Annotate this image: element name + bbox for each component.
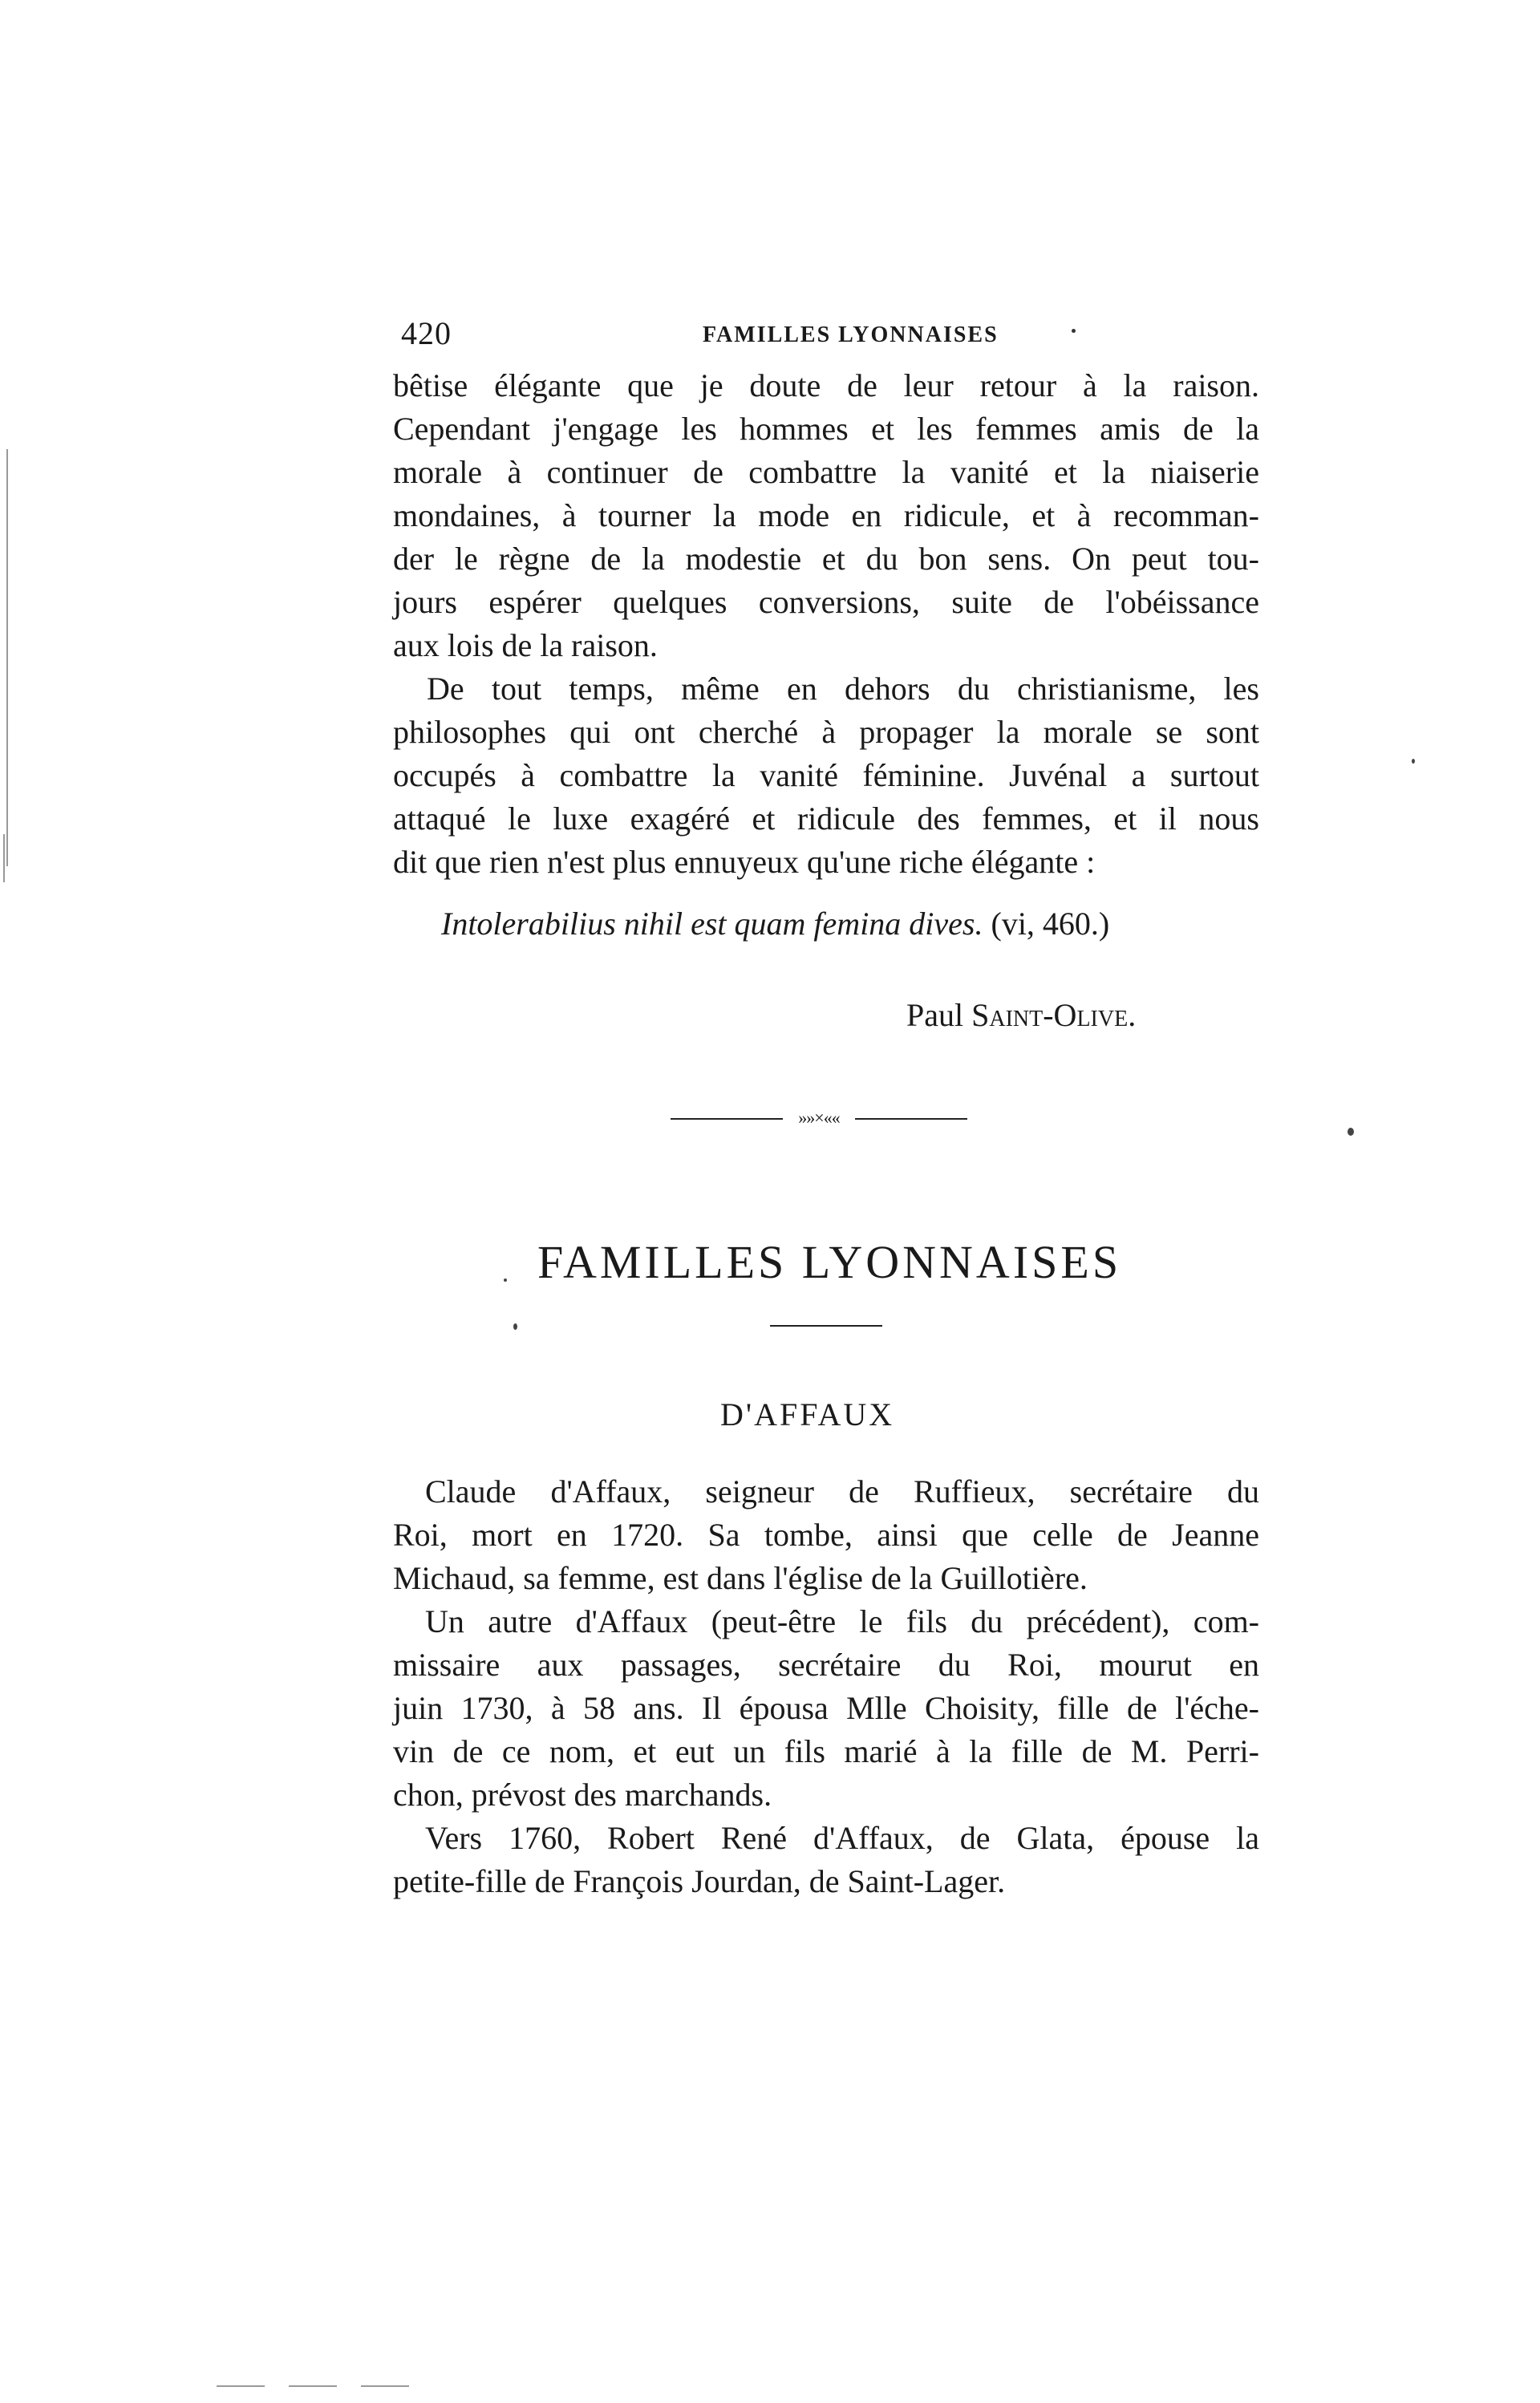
margin-mark — [3, 834, 5, 882]
body-line: aux lois de la raison. — [393, 627, 658, 663]
author-signature — [906, 996, 1136, 1034]
latin-quotation — [441, 905, 1109, 942]
body-line: De tout temps, même en dehors du christianisme, les — [427, 671, 1259, 707]
body-line: Cependant j'engage les hommes et les femmes amis de la — [393, 411, 1259, 447]
title-rule — [770, 1325, 882, 1327]
ink-speck — [1412, 759, 1415, 764]
body-line: mondaines, à tourner la mode en ridicule, et à recomman- — [393, 497, 1259, 533]
body-line: Claude d'Affaux, seigneur de Ruffieux, secrétaire du — [425, 1473, 1259, 1509]
body-line: Un autre d'Affaux (peut-être le fils du précédent), com- — [425, 1603, 1259, 1639]
ornamental-divider — [671, 1104, 967, 1128]
divider-rule-right — [855, 1118, 967, 1120]
ink-speck — [504, 1278, 507, 1282]
body-line: philosophes qui ont cherché à propager la morale se sont — [393, 714, 1259, 750]
quotation-text: Intolerabilius nihil est quam femina dives. — [441, 906, 983, 942]
body-line: missaire aux passages, secrétaire du Roi, mourut en — [393, 1647, 1259, 1683]
section-title: FAMILLES LYONNAISES — [537, 1236, 1122, 1288]
body-line: occupés à combattre la vanité féminine. Juvénal a surtout — [393, 757, 1259, 793]
head-dot-mark — [1072, 329, 1076, 333]
subsection-title: D'AFFAUX — [720, 1396, 895, 1432]
body-line: Michaud, sa femme, est dans l'église de la Guillotière. — [393, 1560, 1088, 1596]
body-line: bêtise élégante que je doute de leur retour à la raison. — [393, 367, 1259, 403]
body-line: morale à continuer de combattre la vanité et la niaiserie — [393, 454, 1259, 490]
body-line: attaqué le luxe exagéré et ridicule des femmes, et il nous — [393, 800, 1259, 837]
running-head — [401, 314, 1267, 355]
body-line: juin 1730, à 58 ans. Il épousa Mlle Choisity, fille de l'éche- — [393, 1690, 1259, 1726]
divider-rule-left — [671, 1118, 783, 1120]
body-line: der le règne de la modestie et du bon sens. On peut tou- — [393, 541, 1259, 577]
body-line: Roi, mort en 1720. Sa tombe, ainsi que celle de Jeanne — [393, 1517, 1259, 1553]
body-line: chon, prévost des marchands. — [393, 1777, 772, 1813]
ink-speck — [513, 1323, 517, 1330]
body-line: vin de ce nom, et eut un fils marié à la fille de M. Perri- — [393, 1733, 1259, 1769]
quotation-reference: (vi, 460.) — [991, 906, 1110, 942]
body-line: dit que rien n'est plus ennuyeux qu'une riche élégante : — [393, 844, 1096, 880]
ink-speck — [1348, 1128, 1354, 1136]
body-line: jours espérer quelques conversions, suite de l'obéissance — [393, 584, 1259, 620]
page-number: 420 — [401, 315, 452, 351]
divider-ornament: »»×«« — [798, 1108, 840, 1128]
author-first-name: Paul — [906, 997, 964, 1033]
margin-mark — [361, 2385, 409, 2387]
margin-mark — [289, 2385, 337, 2387]
author-last-name: Saint-Olive. — [971, 997, 1137, 1033]
running-title: FAMILLES LYONNAISES — [703, 322, 999, 347]
body-line: petite-fille de François Jourdan, de Saint-Lager. — [393, 1863, 1006, 1899]
body-line: Vers 1760, Robert René d'Affaux, de Glata, épouse la — [425, 1820, 1259, 1856]
margin-mark — [217, 2385, 265, 2387]
margin-mark — [6, 449, 8, 866]
